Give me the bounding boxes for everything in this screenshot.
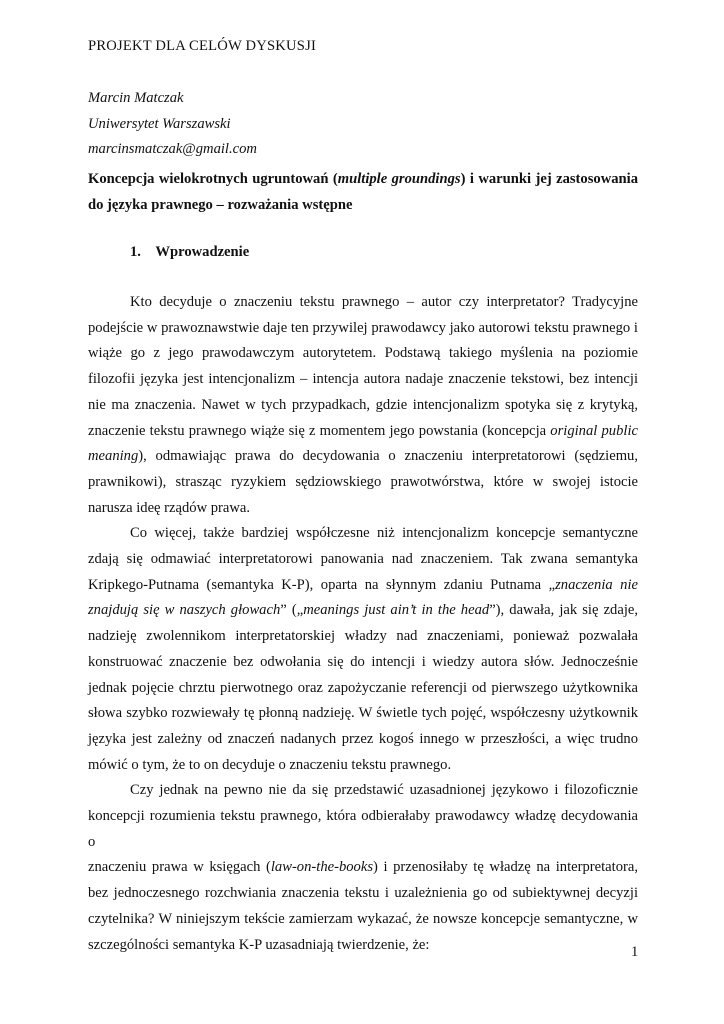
text-line: Kripkego-Putnama (semantyka K-P), oparta na słynnym zdaniu Putnama „znaczenia nie bbox=[88, 576, 638, 593]
text-line: mówić o tym, że to on decyduje o znaczeniu tekstu prawnego. bbox=[88, 756, 452, 773]
author-name: Marcin Matczak bbox=[88, 90, 184, 106]
text-line: zdają się odmawiać interpretatorowi panowania nad znaczeniem. Tak zwana semantyka bbox=[88, 551, 638, 568]
text-line: bez jednoczesnego rozchwiania znaczenia tekstu i uzależnienia go od subiektywnej decyzji bbox=[88, 885, 638, 902]
text-line: nie ma znaczenia. Nawet w tych przypadkach, gdzie intencjonalizm spotyka się z krytyką, bbox=[88, 396, 638, 413]
author-block bbox=[88, 86, 257, 163]
document-title bbox=[88, 166, 638, 218]
text-line: koncepcji rozumienia tekstu prawnego, która odbierałaby prawodawcy władzę decydowania o bbox=[88, 808, 638, 850]
text-line: meaning), odmawiając prawa do decydowania o znaczeniu interpretatorowi (sędziemu, bbox=[88, 448, 638, 465]
page-number: 1 bbox=[631, 944, 639, 960]
text-line: narusza ideę rządów prawa. bbox=[88, 499, 251, 516]
paragraph-1 bbox=[88, 290, 638, 521]
text-line: Co więcej, także bardziej współczesne niż intencjonalizm koncepcje semantyczne bbox=[130, 525, 638, 542]
text-line: języka jest zależny od znaczeń nadanych przez kogoś innego w przeszłości, a więc trudno bbox=[88, 730, 638, 747]
author-affiliation: Uniwersytet Warszawski bbox=[88, 115, 231, 132]
text-line: szczególności semantyka K-P uzasadniają twierdzenie, że: bbox=[88, 936, 430, 953]
text-line: podejście w prawoznawstwie daje ten przywilej prawodawcy jako autorowi tekstu prawnego i bbox=[88, 319, 638, 336]
text-line: Czy jednak na pewno nie da się przedstawić uzasadnionej językowo i filozoficznie bbox=[130, 782, 638, 799]
text-line: prawnikowi), strasząc ryzykiem sędziowskiego prawotwórstwa, które w swojej istocie bbox=[88, 473, 638, 490]
text-line: Kto decyduje o znaczeniu tekstu prawnego – autor czy interpretator? Tradycyjne bbox=[130, 294, 638, 310]
section-number: 1. bbox=[130, 244, 141, 260]
title-line-2: do języka prawnego – rozważania wstępne bbox=[88, 197, 353, 213]
text-line: czytelnika? W niniejszym tekście zamierzam wykazać, że nowsze koncepcje semantyczne, w bbox=[88, 910, 638, 927]
section-heading bbox=[130, 244, 249, 261]
text-line: znaczenie tekstu prawnego wiąże się z momentem jego powstania (koncepcja original public bbox=[88, 422, 638, 439]
title-line-1: Koncepcja wielokrotnych ugruntowań (multiple groundings) i warunki jej zastosowania bbox=[88, 171, 638, 187]
body-text bbox=[88, 290, 638, 958]
text-line: słowa szybko rozwiewały tę płonną nadzieję. W świetle tych pojęć, współczesny użytkownik bbox=[88, 705, 638, 722]
paragraph-2 bbox=[88, 521, 638, 778]
text-line: jednak pojęcie chrztu pierwotnego oraz zapożyczanie referencji od pierwszego użytkownika bbox=[88, 679, 638, 696]
draft-label: PROJEKT DLA CELÓW DYSKUSJI bbox=[88, 38, 317, 54]
text-line: filozofii języka jest intencjonalizm – intencja autora nadaje znaczenie tekstowi, bez intencji bbox=[88, 371, 638, 388]
author-email: marcinsmatczak@gmail.com bbox=[88, 141, 257, 157]
paragraph-3 bbox=[88, 778, 638, 958]
section-title: Wprowadzenie bbox=[155, 244, 250, 260]
text-line: nadzieję zwolennikom interpretatorskiej władzy nad znaczeniami, ponieważ pozwalała bbox=[88, 628, 638, 645]
text-line: znaczeniu prawa w księgach (law-on-the-books) i przenosiłaby tę władzę na interpretatora, bbox=[88, 859, 638, 876]
text-line: znajdują się w naszych głowach” („meanings just ain’t in the head”), dawała, jak się zdaje, bbox=[88, 602, 638, 619]
text-line: konstruować znaczenie bez odwołania się do intencji i wiedzy autora słów. Jednocześnie bbox=[88, 653, 638, 670]
text-line: wiąże go z jego prawodawczym autorytetem. Podstawą takiego myślenia na poziomie bbox=[88, 345, 638, 362]
